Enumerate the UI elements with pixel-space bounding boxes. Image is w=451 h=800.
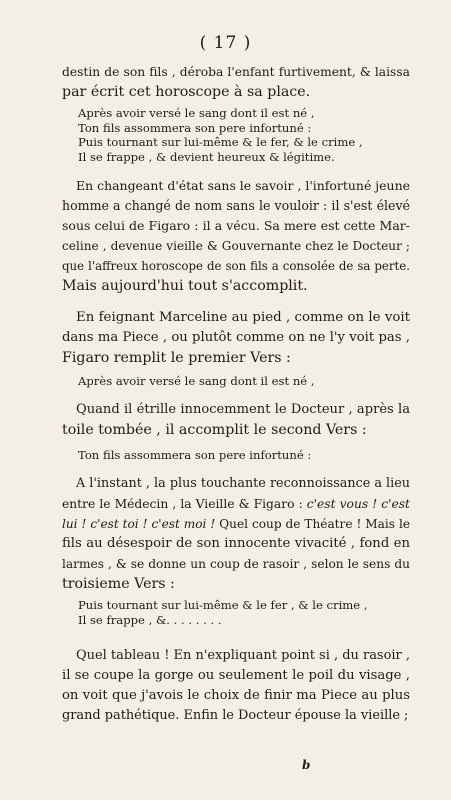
paragraph-2 [62,176,410,296]
verse-line: Après avoir versé le sang dont il est né , [78,374,315,388]
text-line: grand pathétique. Enfin le Docteur épouse la vieille ; [62,708,409,723]
text-line: dans ma Piece , ou plutôt comme on ne l'y voit pas , [62,330,410,345]
verse-block-1 [78,106,408,164]
text-span: Quel coup de Théatre ! Mais le [215,517,410,531]
paragraph-3 [62,308,410,368]
text-line: troisieme Vers : [62,576,175,592]
text-line: par écrit cet horoscope à sa place. [62,84,311,100]
page-number: ( 17 ) [199,33,252,53]
text-line: larmes , & se donne un coup de rasoir , selon le sens du [62,557,410,571]
verse-line: Après avoir versé le sang dont il est né , [78,106,315,120]
text-line: destin de son fils , déroba l'enfant furtivement, & laissa [62,65,410,79]
text-line: il se coupe la gorge ou seulement le poil du visage , [62,668,410,683]
verse-line: Ton fils assommera son pere infortuné : [78,448,312,462]
verse-line: Ton fils assommera son pere infortuné : [78,120,312,135]
dialogue-italic: lui ! c'est toi ! c'est moi ! [62,517,216,531]
text-line: on voit que j'avois le choix de finir ma Piece au plus [62,688,410,703]
paragraph-1 [62,62,410,102]
text-line [62,514,410,534]
text-line: Quel tableau ! En n'expliquant point si , du rasoir , [76,648,410,663]
paragraph-5 [62,474,410,594]
text-line [62,494,410,514]
verse-block-3 [78,448,408,463]
text-line: Quand il étrille innocemment le Docteur , après la [76,402,410,417]
text-line: Mais aujourd'hui tout s'accomplit. [62,278,308,294]
text-line: sous celui de Figaro : il a vécu. Sa mere est cette Mar- [62,218,410,233]
verse-line: Puis tournant sur lui-même & le fer, & le crime , [78,135,363,149]
verse-line: Il se frappe , &. . . . . . . . [78,612,222,627]
paragraph-4 [62,400,410,440]
text-line: que l'affreux horoscope de son fils a consolée de sa perte. [62,259,410,273]
text-line: homme a changé de nom sans le vouloir : il s'est élevé [62,198,410,213]
paragraph-6 [62,646,410,726]
signature-mark: b [302,758,311,772]
verse-block-2 [78,374,408,389]
verse-block-4 [78,598,408,627]
text-line: Figaro remplit le premier Vers : [62,350,291,366]
text-line: toile tombée , il accomplit le second Vers : [62,422,367,438]
verse-line: Il se frappe , & devient heureux & légitime. [78,149,335,164]
text-line: fils au désespoir de son innocente vivacité , fond en [62,536,410,551]
text-line: En changeant d'état sans le savoir , l'infortuné jeune [76,178,410,193]
text-line: celine , devenue vieille & Gouvernante chez le Docteur ; [62,239,410,253]
text-line: En feignant Marceline au pied , comme on le voit [76,310,410,325]
verse-line: Puis tournant sur lui-même & le fer , & le crime , [78,598,368,612]
dialogue-italic: c'est vous ! c'est [306,497,410,511]
text-span: entre le Médecin , la Vieille & Figaro : [62,497,307,511]
text-line: A l'instant , la plus touchante reconnoissance a lieu [76,476,410,491]
